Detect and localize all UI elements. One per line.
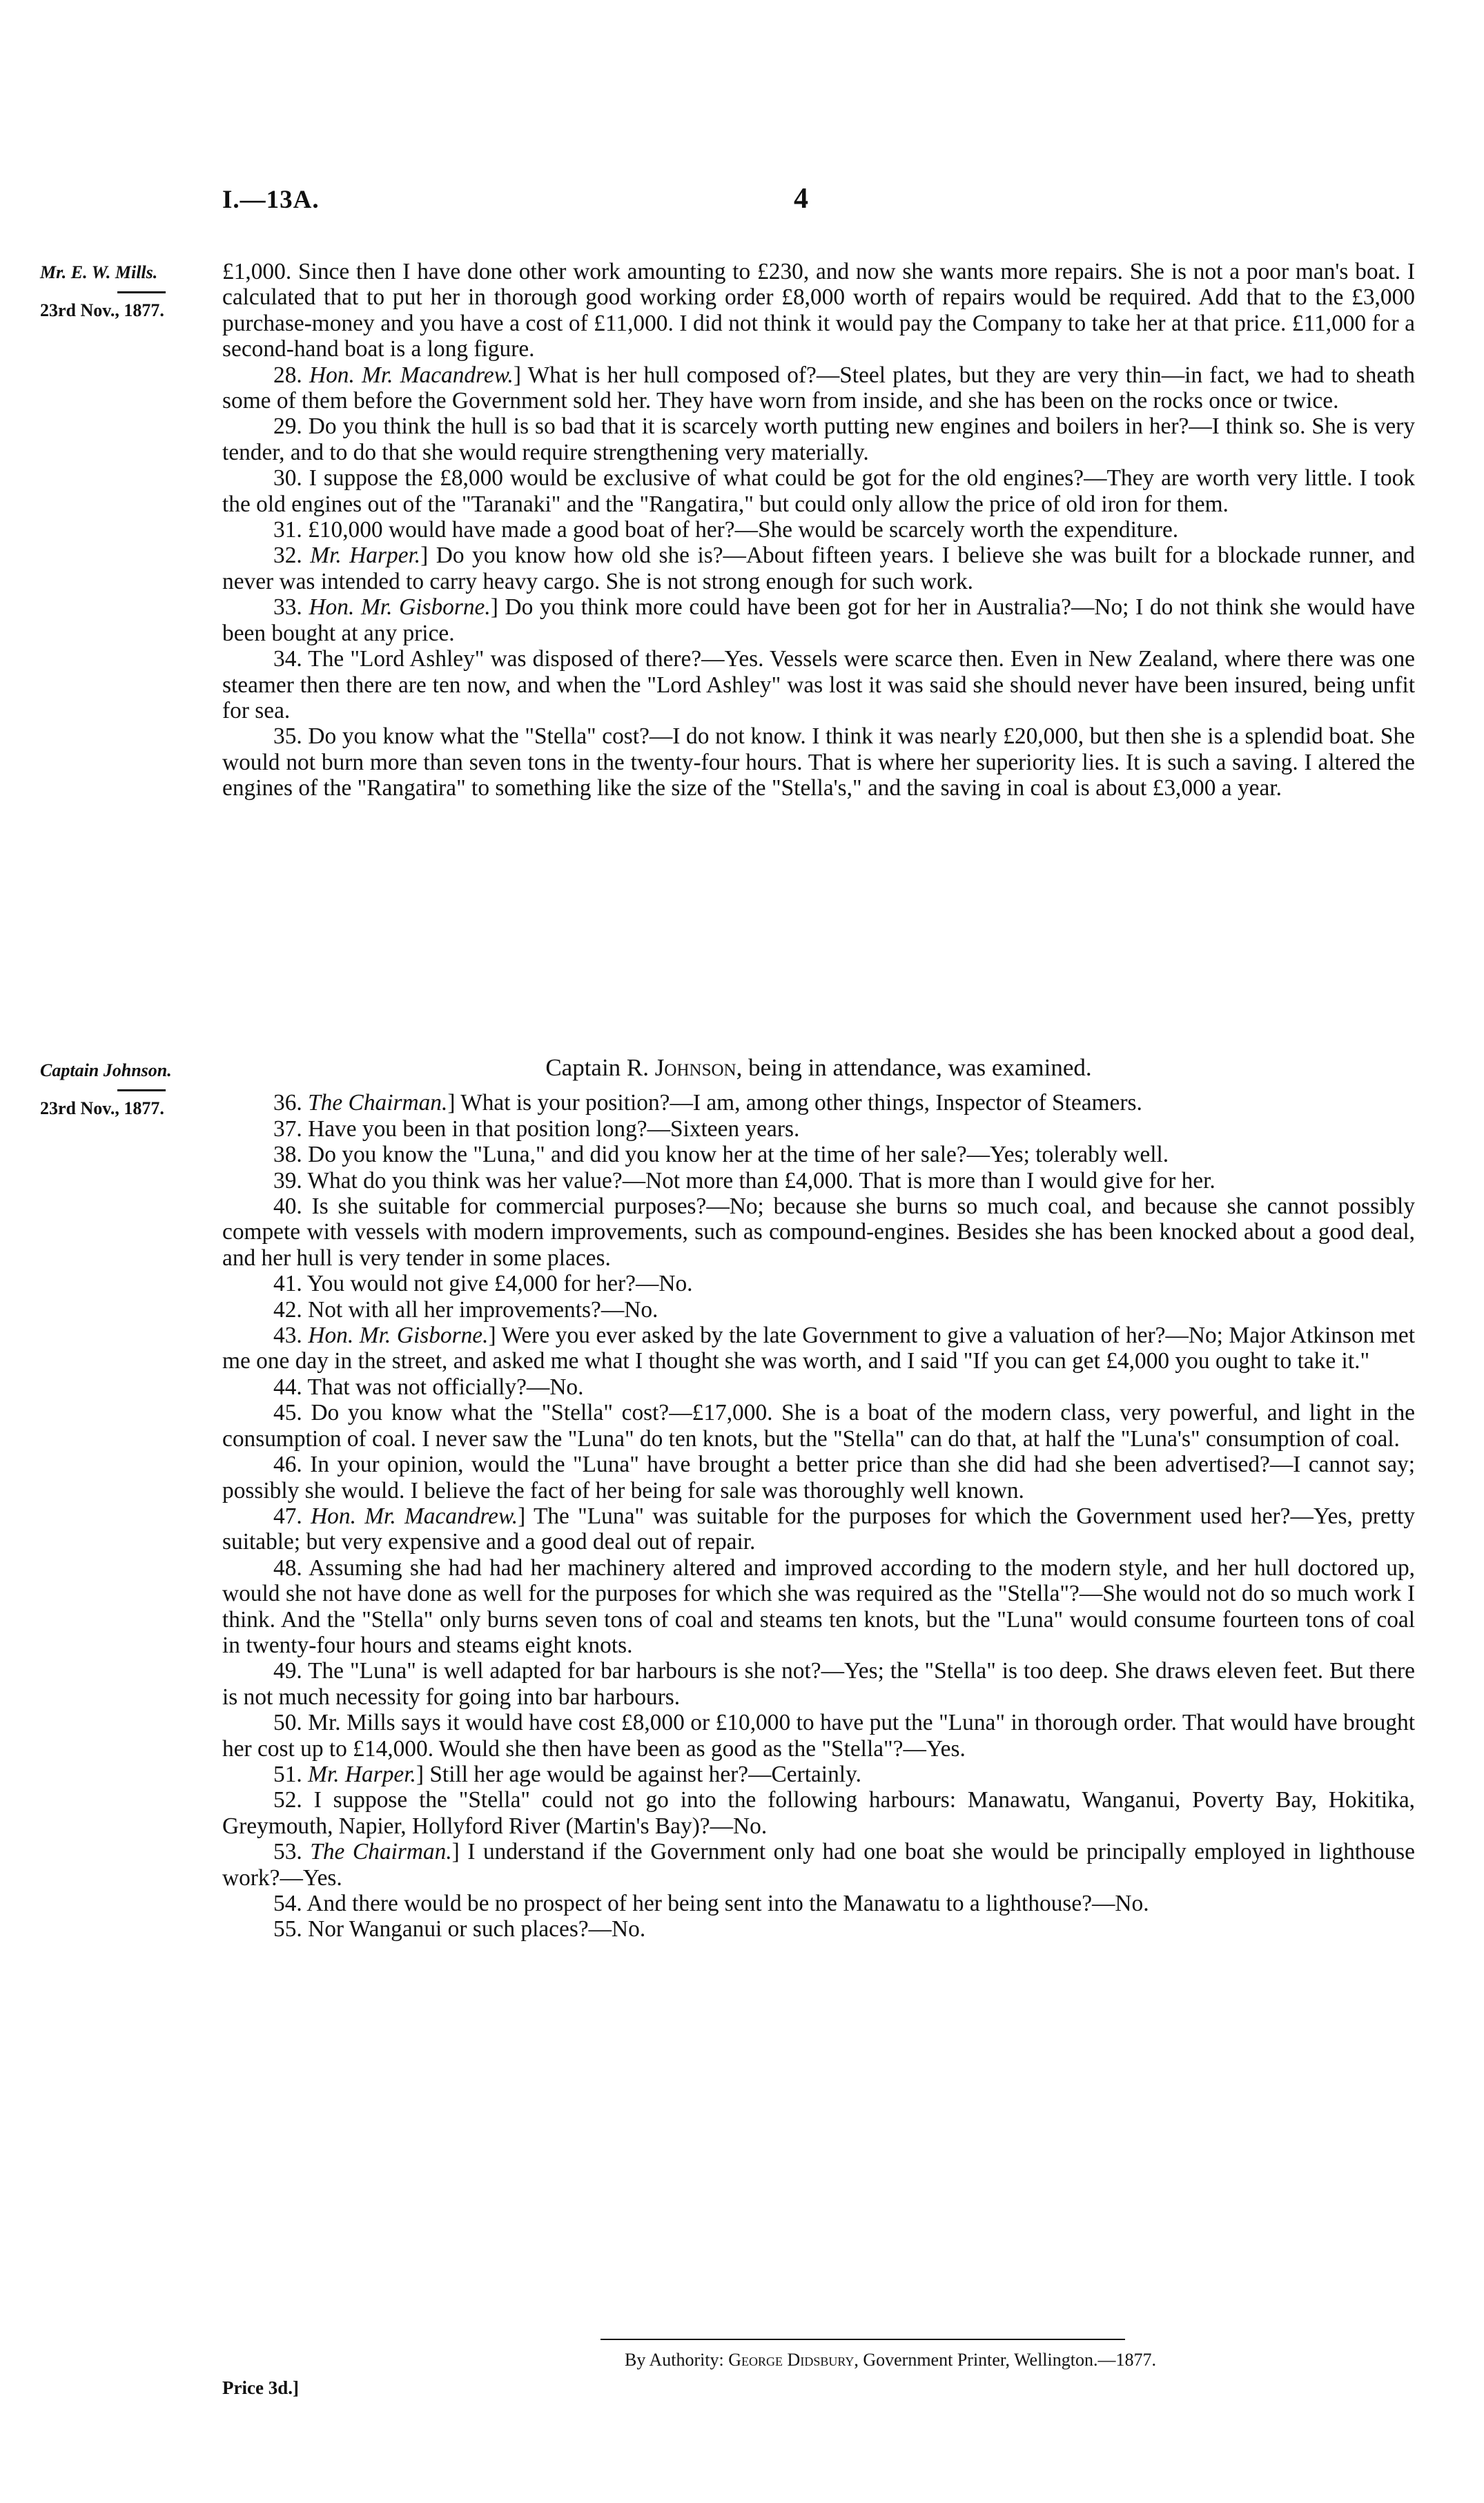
question-number: 55. xyxy=(273,1916,302,1942)
paragraph-text: Do you know the "Luna," and did you know her at the time of her sale?—Yes; tolerably well. xyxy=(308,1142,1169,1168)
witness-name: Captain Johnson. xyxy=(40,1060,172,1080)
speaker-name: Mr. Harper. xyxy=(308,1761,416,1787)
question-paragraph xyxy=(222,723,1415,801)
question-number: 50. xyxy=(273,1710,302,1736)
question-paragraph xyxy=(222,1194,1415,1271)
question-number: 52. xyxy=(273,1787,302,1813)
question-number: 45. xyxy=(273,1400,302,1426)
question-number: 41. xyxy=(273,1271,302,1297)
question-paragraph xyxy=(222,1658,1415,1710)
question-paragraph xyxy=(222,1116,1415,1142)
question-number: 39. xyxy=(273,1167,302,1194)
question-paragraph xyxy=(222,1916,1415,1942)
question-number: 46. xyxy=(273,1452,302,1478)
witness-name: Mr. E. W. Mills. xyxy=(40,262,158,282)
paragraph-text: Mr. Mills says it would have cost £8,000 or £10,000 to have put the "Luna" in thorough order. That would have brought her cost up to £14,000. Would she then have been as good as the "Stella"?—Yes. xyxy=(222,1710,1415,1762)
speaker-name: Hon. Mr. Macandrew. xyxy=(311,1503,518,1529)
question-paragraph: 43. Hon. Mr. Gisborne.] Were you ever asked by the late Government to give a valuation of her?—No; Major Atkinson met me one day in the street, and asked me what I thought she was worth, and I said "If you can get £4,000 you ought to take it." xyxy=(222,1323,1415,1374)
question-paragraph xyxy=(222,1400,1415,1452)
question-number: 53. xyxy=(273,1839,302,1865)
page-number: 4 xyxy=(794,183,808,215)
speaker-name: The Chairman. xyxy=(310,1839,452,1865)
question-number: 47. xyxy=(273,1503,302,1529)
paragraph-text: You would not give £4,000 for her?—No. xyxy=(306,1271,693,1297)
paragraph-text: Still her age would be against her?—Certainly. xyxy=(429,1761,861,1787)
witness-date: 23rd Nov., 1877. xyxy=(40,300,164,320)
paragraph-text: What is your position?—I am, among other things, Inspector of Steamers. xyxy=(460,1090,1142,1116)
question-paragraph xyxy=(222,465,1415,517)
witness-date: 23rd Nov., 1877. xyxy=(40,1098,164,1118)
margin-rule xyxy=(117,291,166,293)
paragraph-text: £1,000. Since then I have done other work amounting to £230, and now she wants more repairs. She is not a poor man's boat. I calculated that to put her in thorough good working order £8,000 worth of repairs would be required. Add that to the £3,000 purchase-money and you have a cost of £11,000. I did not think it would pay the Company to take her at that price. £11,000 for a second-hand boat is a long figure. xyxy=(222,259,1415,362)
evidence-mills xyxy=(222,259,1415,801)
paragraph-text: That was not officially?—No. xyxy=(307,1374,584,1400)
speaker-name: The Chairman. xyxy=(308,1090,448,1116)
paragraph-text: In your opinion, would the "Luna" have brought a better price than she did had she been advertised?—I cannot say; possibly she would. I believe the fact of her being for sale was thoroughly well known. xyxy=(222,1452,1415,1503)
question-number: 31. xyxy=(273,517,302,543)
question-paragraph xyxy=(222,1555,1415,1659)
question-paragraph xyxy=(222,1271,1415,1296)
question-paragraph: 47. Hon. Mr. Macandrew.] The "Luna" was suitable for the purposes for which the Government used her?—Yes, pretty suitable; but very expensive and a good deal out of repair. xyxy=(222,1503,1415,1555)
evidence-johnson xyxy=(222,1055,1415,1942)
question-number: 36. xyxy=(273,1090,302,1116)
paragraph-text: Not with all her improvements?—No. xyxy=(308,1296,658,1323)
question-number: 38. xyxy=(273,1142,302,1168)
question-number: 37. xyxy=(273,1116,302,1142)
paragraph-text: Do you know how old she is?—About fifteen years. I believe she was built for a blockade runner, and never was intended to carry heavy cargo. She is not strong enough for such work. xyxy=(222,543,1416,594)
paragraph-text: Have you been in that position long?—Sixteen years. xyxy=(308,1116,800,1142)
margin-rule xyxy=(117,1089,166,1091)
question-paragraph xyxy=(222,1891,1415,1916)
question-number: 44. xyxy=(273,1374,302,1400)
paragraph-text: And there would be no prospect of her being sent into the Manawatu to a lighthouse?—No. xyxy=(306,1891,1149,1916)
printer-imprint: By Authority: George Didsbury, Government Printer, Wellington.—1877. xyxy=(625,2350,1156,2370)
question-paragraph xyxy=(222,413,1415,465)
paragraph-text: Were you ever asked by the late Government to give a valuation of her?—No; Major Atkinson met me one day in the street, and asked me what I thought she was worth, and I said "If you can get £4,000 you ought to take it." xyxy=(222,1323,1415,1374)
paragraph-text: Assuming she had had her machinery altered and improved according to the modern style, and her hull doctored up, would she not have done as well for the purposes for which she was required as the "Stella"?—She would not do so much work I think. And the "Stella" only burns seven tons of coal and steams ten knots, but the "Luna" would consume fourteen tons of coal in twenty-four hours and steams eight knots. xyxy=(222,1555,1415,1658)
question-number: 34. xyxy=(273,646,302,672)
paragraph-text: Do you think more could have been got for her in Australia?—No; I do not think she would have been bought at any price. xyxy=(222,594,1415,646)
paragraph-text: The "Lord Ashley" was disposed of there?—Yes. Vessels were scarce then. Even in New Zealand, where there was one steamer then there are ten now, and when the "Lord Ashley" was lost it was said she should never have been insured, being unfit for sea. xyxy=(222,646,1415,723)
question-paragraph xyxy=(222,646,1415,723)
examination-heading: Captain R. Johnson, being in attendance, was examined. xyxy=(545,1054,1092,1081)
speaker-name: Hon. Mr. Macandrew. xyxy=(309,362,514,388)
question-number: 32. xyxy=(273,543,302,569)
document-reference: I.—13A. xyxy=(222,186,320,214)
question-number: 29. xyxy=(273,413,302,440)
paragraph-text: What do you think was her value?—Not more than £4,000. That is more than I would give for her. xyxy=(307,1167,1215,1194)
paragraph-text: The "Luna" was suitable for the purposes for which the Government used her?—Yes, pretty suitable; but very expensive and a good deal out of repair. xyxy=(222,1503,1415,1555)
paragraph-text: The "Luna" is well adapted for bar harbours is she not?—Yes; the "Stella" is too deep. She draws eleven feet. But there is not much necessity for going into bar harbours. xyxy=(222,1658,1415,1710)
question-number: 42. xyxy=(273,1296,302,1323)
paragraph-text: Is she suitable for commercial purposes?—No; because she burns so much coal, and because she cannot possibly compete with vessels with modern improvements, such as compound-engines. Besides she has been knocked about a good deal, and her hull is very tender in some places. xyxy=(222,1194,1415,1271)
question-number: 54. xyxy=(273,1891,302,1916)
paragraph-text: £10,000 would have made a good boat of her?—She would be scarcely worth the expenditure. xyxy=(308,517,1179,543)
question-paragraph xyxy=(222,517,1415,543)
question-paragraph xyxy=(222,1297,1415,1323)
question-number: 28. xyxy=(273,362,302,388)
question-paragraph: 53. The Chairman.] I understand if the Government only had one boat she would be principally employed in lighthouse work?—Yes. xyxy=(222,1839,1415,1891)
price-note: Price 3d.] xyxy=(222,2377,299,2398)
question-number: 40. xyxy=(273,1194,302,1220)
question-number: 30. xyxy=(273,465,302,491)
question-paragraph xyxy=(222,1142,1415,1167)
question-number: 48. xyxy=(273,1555,302,1581)
paragraph-text: I suppose the "Stella" could not go into the following harbours: Manawatu, Wanganui, Poverty Bay, Hokitika, Greymouth, Napier, Hollyford River (Martin's Bay)?—No. xyxy=(222,1787,1415,1839)
paragraph-text: Do you know what the "Stella" cost?—£17,000. She is a boat of the modern class, very powerful, and light in the consumption of coal. I never saw the "Luna" do ten knots, but the "Stella" can do that, at half the "Luna's" consumption of coal. xyxy=(222,1400,1415,1452)
paragraph-text: Nor Wanganui or such places?—No. xyxy=(308,1916,646,1942)
question-paragraph: 32. Mr. Harper.] Do you know how old she is?—About fifteen years. I believe she was built for a blockade runner, and never was intended to carry heavy cargo. She is not strong enough for such work. xyxy=(222,543,1416,594)
question-number: 49. xyxy=(273,1658,302,1684)
footer-rule xyxy=(601,2339,1125,2340)
question-paragraph xyxy=(222,1168,1415,1194)
question-number: 51. xyxy=(273,1761,302,1787)
speaker-name: Hon. Mr. Gisborne. xyxy=(308,1323,489,1349)
paragraph-text: I suppose the £8,000 would be exclusive of what could be got for the old engines?—They are worth very little. I took the old engines out of the "Taranaki" and the "Rangatira," but could only allow the price of old iron for them. xyxy=(222,465,1415,517)
margin-note-witness-1 xyxy=(40,262,226,321)
question-paragraph: 33. Hon. Mr. Gisborne.] Do you think more could have been got for her in Australia?—No; I do not think she would have been bought at any price. xyxy=(222,594,1415,646)
question-paragraph xyxy=(222,1374,1415,1400)
paragraph-text: What is her hull composed of?—Steel plates, but they are very thin—in fact, we had to sheath some of them before the Government sold her. They have worn from inside, and she has been on the rocks once or twice. xyxy=(222,362,1415,414)
paragraph-text: Do you think the hull is so bad that it is scarcely worth putting new engines and boilers in her?—I think so. She is very tender, and to do that she would require strengthening very materially. xyxy=(222,413,1415,465)
question-paragraph xyxy=(222,1710,1415,1762)
margin-note-witness-2 xyxy=(40,1060,226,1119)
question-number: 35. xyxy=(273,723,302,750)
question-paragraph xyxy=(222,1452,1415,1503)
paragraph-text: I understand if the Government only had one boat she would be principally employed in lighthouse work?—Yes. xyxy=(222,1839,1415,1891)
speaker-name: Mr. Harper. xyxy=(310,543,421,569)
question-paragraph: 28. Hon. Mr. Macandrew.] What is her hull composed of?—Steel plates, but they are very thin—in fact, we had to sheath some of them before the Government sold her. They have worn from inside, and she has been on the rocks once or twice. xyxy=(222,362,1415,414)
question-paragraph xyxy=(222,1787,1415,1839)
paragraph-text: Do you know what the "Stella" cost?—I do not know. I think it was nearly £20,000, but then she is a splendid boat. She would not burn more than seven tons in the twenty-four hours. That is where her superiority lies. It is such a saving. I altered the engines of the "Rangatira" to something like the size of the "Stella's," and the saving in coal is about £3,000 a year. xyxy=(222,723,1415,801)
question-paragraph: 51. Mr. Harper.] Still her age would be against her?—Certainly. xyxy=(273,1761,861,1787)
continuation-paragraph xyxy=(222,259,1415,362)
question-number: 43. xyxy=(273,1323,302,1349)
speaker-name: Hon. Mr. Gisborne. xyxy=(309,594,491,621)
question-paragraph: 36. The Chairman.] What is your position?—I am, among other things, Inspector of Steamers. xyxy=(273,1090,1142,1116)
question-number: 33. xyxy=(273,594,302,621)
